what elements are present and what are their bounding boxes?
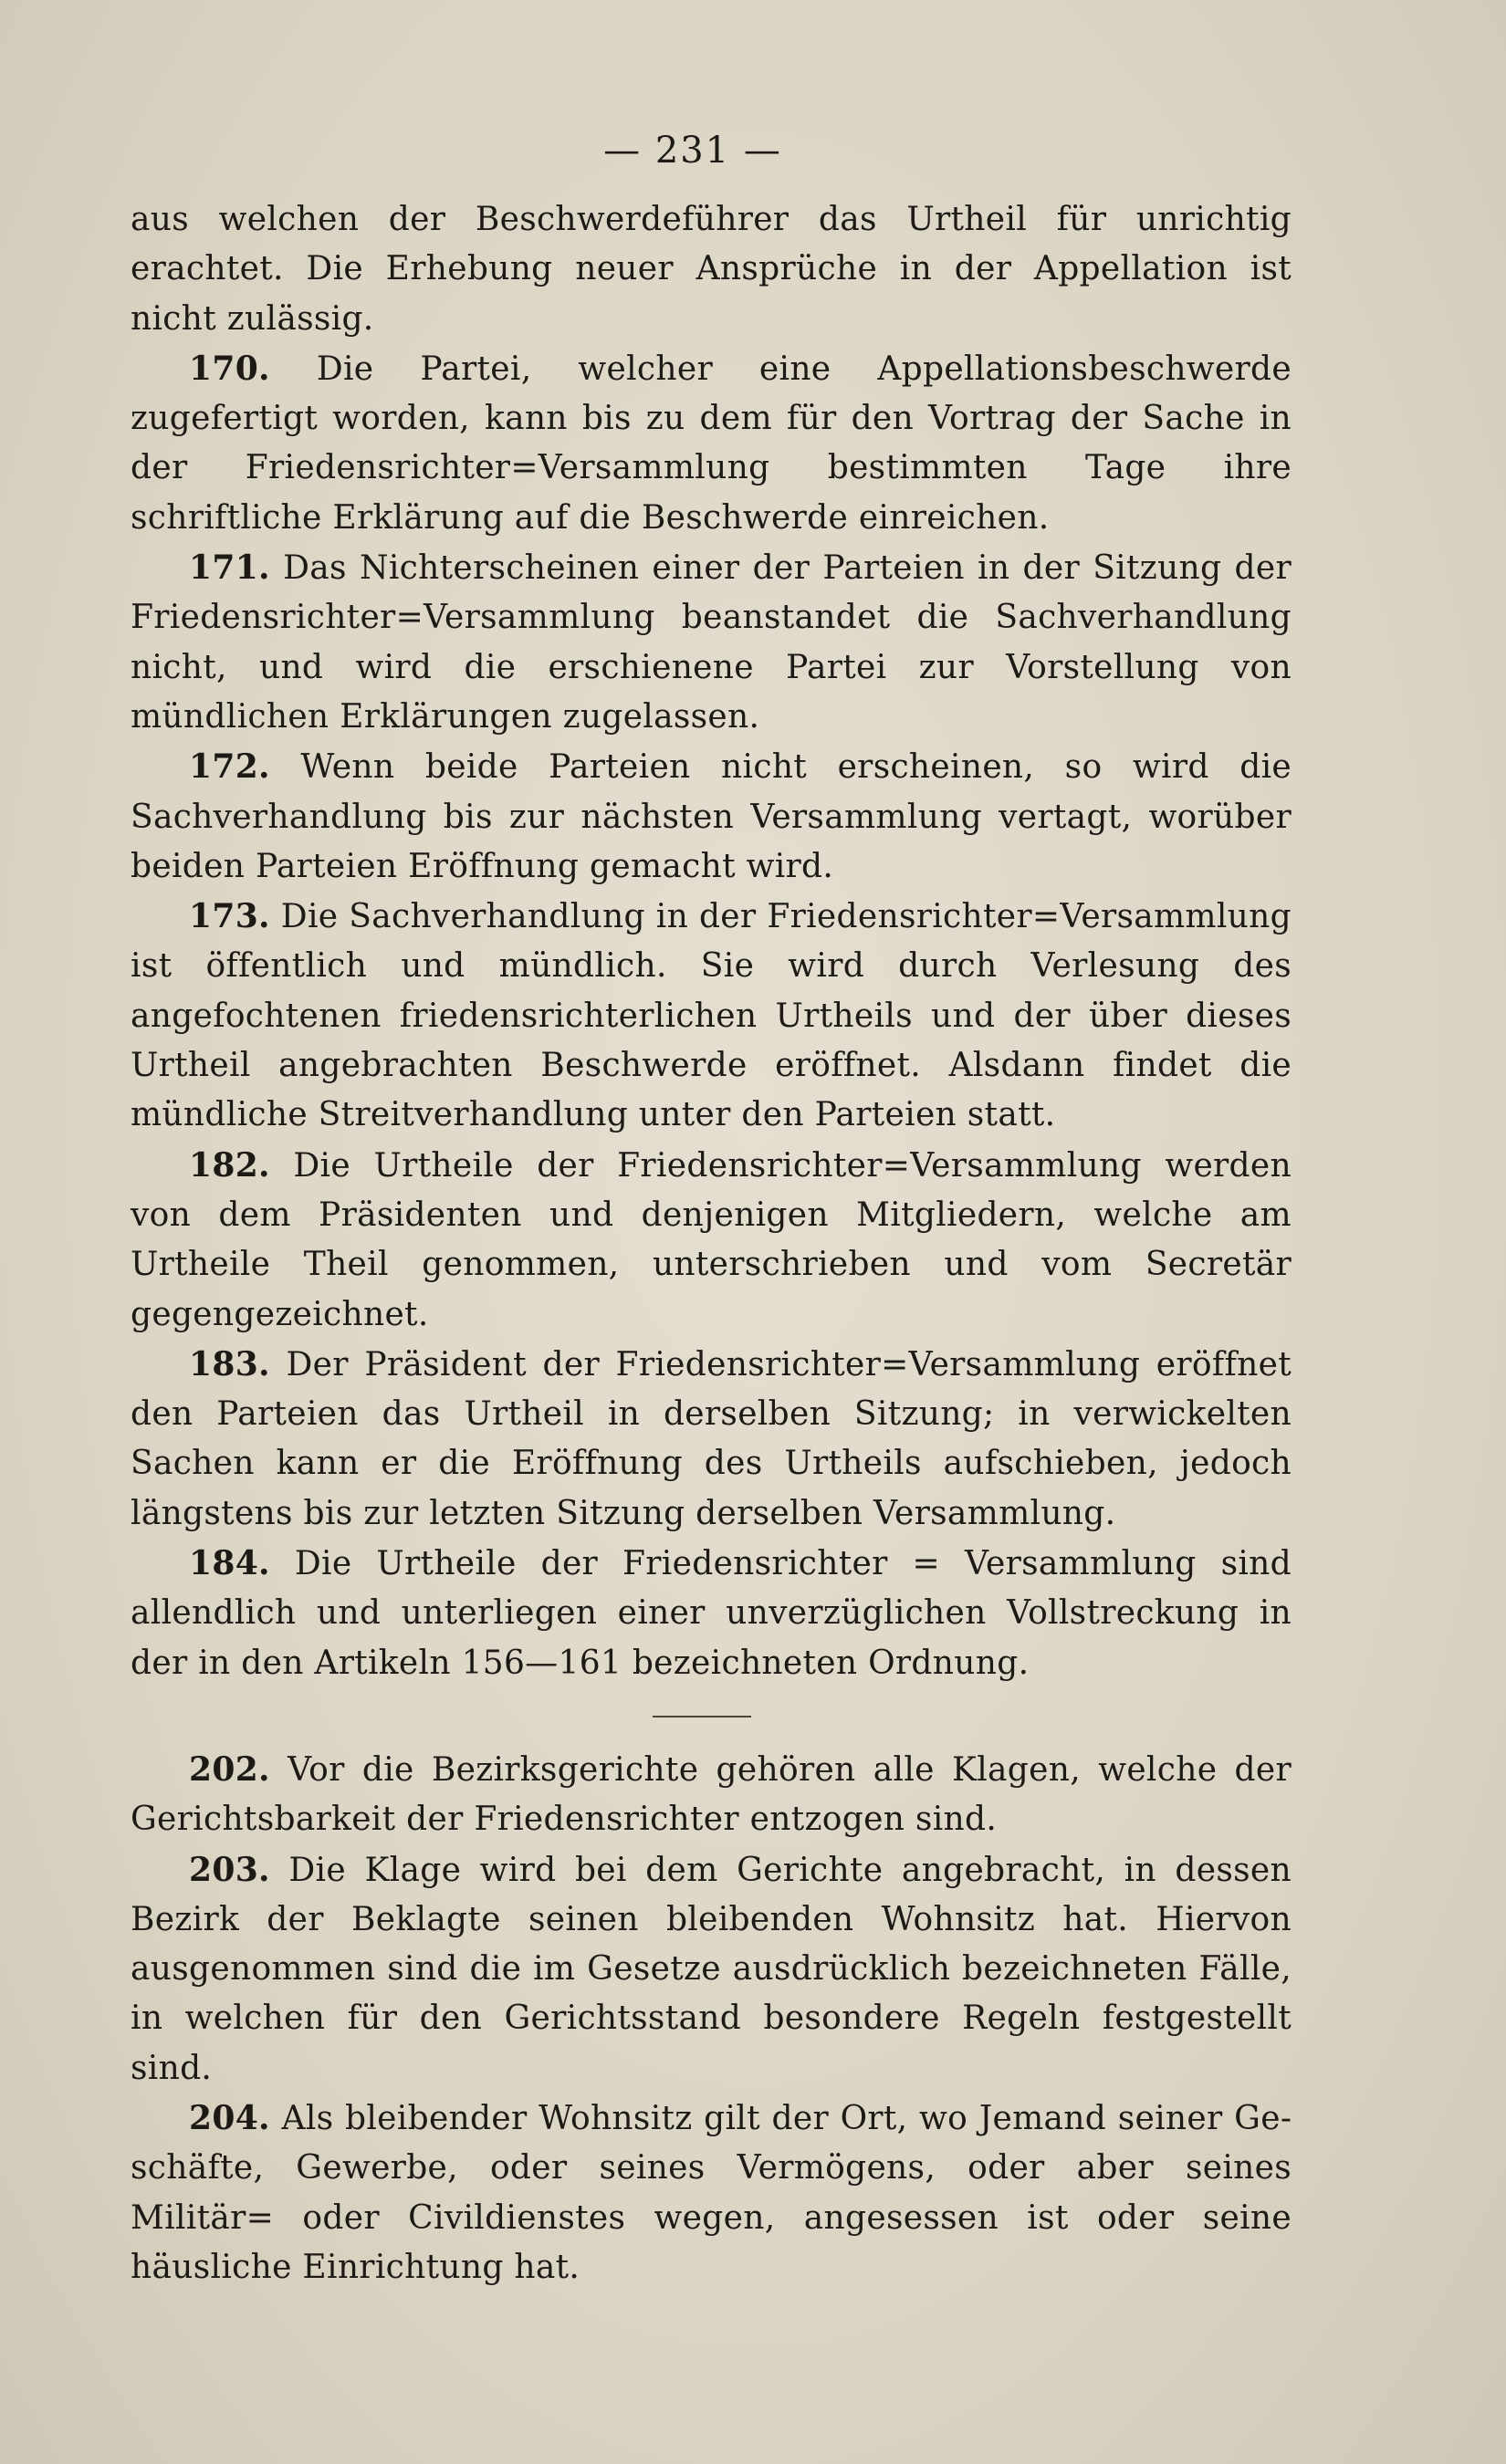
article-number: 183. xyxy=(189,1344,270,1383)
article-number: 204. xyxy=(189,2098,270,2137)
article-paragraph xyxy=(131,2093,1292,2292)
article-text: Die Sachverhandlung in der Friedensrichter=Versammlung ist öffentlich und mündlich. Sie wird durch Verlesung des angefochtenen friedensrichterlichen Urtheils und der über dieses Urtheil angebrachten Beschwerde eröffnet. Alsdann findet die mündliche Streitverhandlung unter den Parteien statt. xyxy=(131,898,1292,1134)
article-number: 202. xyxy=(189,1749,270,1789)
article-paragraph xyxy=(131,892,1292,1140)
article-paragraph xyxy=(131,1340,1292,1539)
article-paragraph xyxy=(131,1745,1292,1845)
continued-paragraph xyxy=(131,195,1292,344)
article-text: Die Partei, welcher eine Appellationsbeschwerde zugefertigt worden, kann bis zu dem für den Vortrag der Sache in der Friedensrichter=Versammlung bestimmten Tage ihre schriftliche Erklärung auf die Beschwerde einreichen. xyxy=(131,350,1292,537)
articles-section-bottom xyxy=(131,1745,1292,2292)
article-paragraph xyxy=(131,543,1292,742)
article-number: 171. xyxy=(189,548,270,588)
article-number: 184. xyxy=(189,1544,270,1583)
article-number: 203. xyxy=(189,1850,270,1889)
article-text: Wenn beide Parteien nicht erscheinen, so wird die Sachverhandlung bis zur nächsten Versammlung vertagt, worüber beiden Parteien Eröffnung gemacht wird. xyxy=(131,748,1292,885)
article-text: Das Nichterscheinen einer der Parteien in der Sitzung der Friedensrichter=Versammlung beanstandet die Sachverhandlung nicht, und wird die erschienene Partei zur Vorstellung von mündlichen Erklärungen zugelassen. xyxy=(131,549,1292,736)
article-text: Die Urtheile der Friedensrichter = Versammlung sind allendlich und unterliegen einer unverzüglichen Vollstreckung in der in den Artikeln 156—161 bezeichneten Ordnung. xyxy=(131,1545,1292,1682)
article-paragraph xyxy=(131,1845,1292,2093)
article-number: 170. xyxy=(189,349,270,388)
article-text: aus welchen der Beschwerdeführer das Urtheil für unrichtig erachtet. Die Erhebung neuer Ansprüche in der Appellation ist nicht zulässig. xyxy=(131,201,1292,338)
article-number: 182. xyxy=(189,1145,270,1185)
article-text: Die Klage wird bei dem Gerichte angebracht, in dessen Bezirk der Beklagte seinen bleibenden Wohnsitz hat. Hiervon ausgenommen sind die im Gesetze ausdrücklich bezeichneten Fälle, in welchen für den Gerichtsstand besondere Regeln festgestellt sind. xyxy=(131,1851,1292,2087)
section-separator xyxy=(653,1716,751,1717)
article-text: Die Urtheile der Friedensrichter=Versammlung werden von dem Präsidenten und denjenigen Mitgliedern, welche am Urtheile Theil genommen, unterschrieben und vom Secretär gegengezeichnet. xyxy=(131,1146,1292,1333)
article-text: Der Präsident der Friedensrichter=Versammlung eröffnet den Parteien das Urtheil in derselben Sitzung; in verwickelten Sachen kann er die Eröffnung des Urtheils aufschieben, jedoch längstens bis zur letzten Sitzung derselben Versammlung. xyxy=(131,1345,1292,1532)
articles-section-top xyxy=(131,195,1292,1688)
article-paragraph xyxy=(131,742,1292,892)
page-number: — 231 — xyxy=(603,130,782,172)
article-number: 173. xyxy=(189,897,270,936)
article-text: Als bleibender Wohnsitz gilt der Ort, wo Jemand seiner Geschäfte, Gewerbe, oder seines Vermögens, oder aber seines Militär= oder Civildienstes wegen, angesessen ist oder seine häusliche Einrichtung hat. xyxy=(131,2099,1292,2286)
article-text: Vor die Bezirksgerichte gehören alle Klagen, welche der Gerichtsbarkeit der Friedensrichter entzogen sind. xyxy=(131,1750,1292,1839)
article-paragraph xyxy=(131,344,1292,543)
article-paragraph xyxy=(131,1539,1292,1688)
article-paragraph xyxy=(131,1141,1292,1340)
page-text-block xyxy=(131,128,1292,2292)
article-number: 172. xyxy=(189,747,270,787)
